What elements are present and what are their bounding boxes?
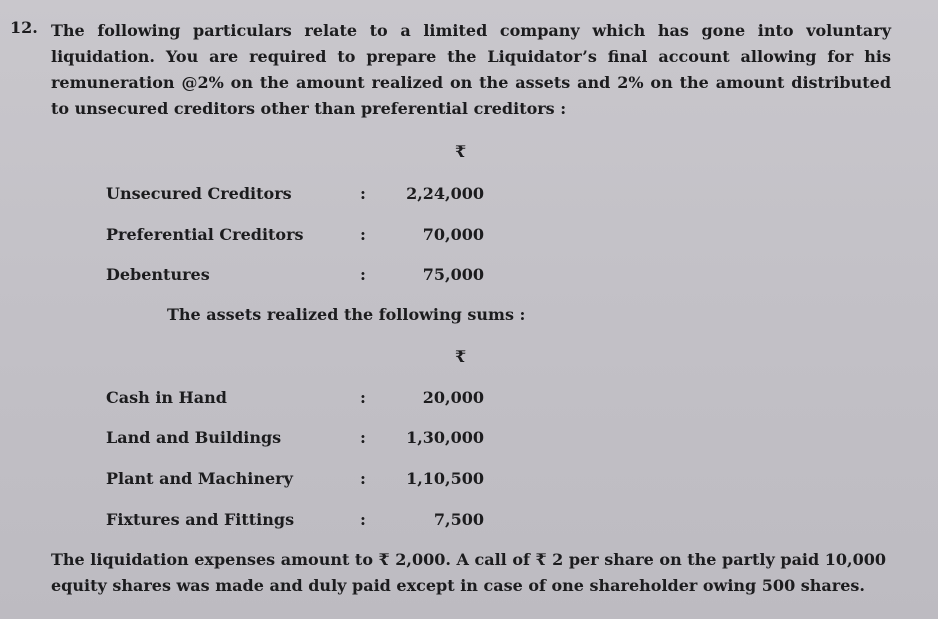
asset-amount: 1,10,500 bbox=[406, 469, 484, 488]
asset-amount: 20,000 bbox=[422, 388, 484, 407]
liabilities-currency-header: ₹ bbox=[455, 142, 467, 161]
liability-row bbox=[0, 265, 938, 287]
asset-colon: : bbox=[360, 469, 366, 488]
asset-label: Cash in Hand bbox=[106, 388, 227, 407]
asset-label: Plant and Machinery bbox=[106, 469, 293, 488]
liability-amount: 2,24,000 bbox=[406, 184, 484, 203]
liability-label: Unsecured Creditors bbox=[106, 184, 292, 203]
liability-row bbox=[0, 184, 938, 206]
asset-label: Fixtures and Fittings bbox=[106, 510, 295, 529]
closing-paragraph-block bbox=[51, 547, 891, 599]
asset-colon: : bbox=[360, 428, 366, 447]
asset-colon: : bbox=[360, 510, 366, 529]
question-intro bbox=[51, 18, 891, 122]
liability-colon: : bbox=[360, 265, 366, 284]
asset-row bbox=[0, 428, 938, 450]
question-number: 12. bbox=[10, 18, 38, 37]
asset-amount: 1,30,000 bbox=[406, 428, 484, 447]
liability-colon: : bbox=[360, 225, 366, 244]
liability-label: Preferential Creditors bbox=[106, 225, 304, 244]
liability-colon: : bbox=[360, 184, 366, 203]
liability-amount: 75,000 bbox=[422, 265, 484, 284]
asset-colon: : bbox=[360, 388, 366, 407]
asset-row bbox=[0, 388, 938, 410]
asset-label: Land and Buildings bbox=[106, 428, 282, 447]
closing-paragraph: The liquidation expenses amount to ₹ 2,000. A call of ₹ 2 per share on the partly paid 10,000 equity shares was made and duly paid except in case of one shareholder owing 500 shares. bbox=[51, 550, 886, 595]
asset-row bbox=[0, 510, 938, 532]
asset-row bbox=[0, 469, 938, 491]
assets-currency-header: ₹ bbox=[455, 347, 467, 366]
liability-amount: 70,000 bbox=[422, 225, 484, 244]
liability-label: Debentures bbox=[106, 265, 210, 284]
asset-amount: 7,500 bbox=[433, 510, 484, 529]
assets-heading: The assets realized the following sums : bbox=[167, 305, 526, 324]
liability-row bbox=[0, 225, 938, 247]
intro-paragraph: The following particulars relate to a limited company which has gone into voluntary liquidation. You are required to prepare the Liquidator’s final account allowing for his remuneration @2% on the amount realized on the assets and 2% on the amount distributed to unsecured creditors other than preferential creditors : bbox=[51, 21, 891, 118]
